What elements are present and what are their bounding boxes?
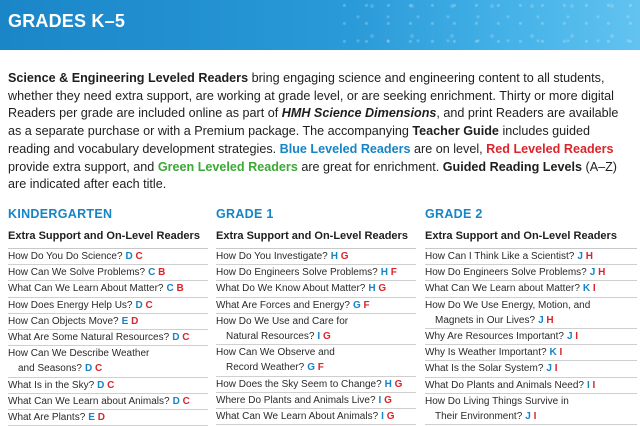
reader-title-text: How Can Objects Move? bbox=[8, 315, 119, 327]
guided-reading-levels bbox=[353, 300, 370, 311]
reader-title-line bbox=[8, 314, 208, 329]
extra-support-letter: C bbox=[182, 331, 190, 343]
extra-support-letter: I bbox=[559, 347, 563, 359]
column-grade-1 bbox=[216, 207, 416, 425]
reader-title-text: Where Do Plants and Animals Live? bbox=[216, 394, 376, 406]
on-level-letter: I bbox=[317, 330, 321, 342]
reader-title-item bbox=[8, 410, 208, 426]
extra-support-letter: I bbox=[575, 330, 579, 342]
reader-title-item bbox=[216, 265, 416, 281]
guided-reading-levels bbox=[166, 283, 183, 294]
reader-title-text: How Do You Investigate? bbox=[216, 251, 328, 262]
guided-reading-levels bbox=[368, 283, 386, 294]
guided-reading-levels bbox=[577, 251, 593, 262]
reader-title-line bbox=[8, 361, 208, 376]
reader-title-line bbox=[8, 265, 208, 280]
reader-title-item bbox=[425, 298, 637, 329]
reader-title-item bbox=[8, 330, 208, 346]
extra-support-letter: I bbox=[592, 283, 596, 295]
reader-title-text: What Are Plants? bbox=[8, 411, 86, 423]
intro-paragraph: Science & Engineering Leveled Readers bring engaging science and engineering content to all students, whether they need extra support, are working at grade level, or are seeking enrichment. Thirty or more digital Readers per grade are included online as part of HMH Science Dimensions, and print Readers are available as a separate purchase or with a Premium package. The accompanying Teacher Guide includes guided reading and vocabulary development strategies. Blue Leveled Readers are on level, Red Leveled Readers provide extra support, and Green Leveled Readers are great for enrichment. Guided Reading Levels (A–Z) are indicated after each title. bbox=[8, 71, 619, 192]
extra-support-letter: G bbox=[386, 410, 395, 422]
reader-title-text: What Is in the Sky? bbox=[8, 379, 95, 391]
reader-title-line bbox=[216, 393, 416, 408]
reader-title-text: How Can We Solve Problems? bbox=[8, 267, 146, 279]
on-level-letter: C bbox=[148, 267, 156, 279]
guided-reading-levels bbox=[583, 283, 596, 294]
blue-readers-label: Blue Leveled Readers bbox=[279, 141, 411, 156]
reader-title-line bbox=[425, 409, 637, 424]
reader-title-item bbox=[425, 265, 637, 281]
reader-title-text: What Are Forces and Energy? bbox=[216, 299, 350, 311]
reader-title-item bbox=[8, 394, 208, 410]
extra-support-letter: G bbox=[322, 330, 331, 342]
on-level-letter: I bbox=[381, 410, 384, 422]
reader-title-text: What Is the Solar System? bbox=[425, 363, 544, 375]
reader-title-text: What Can We Learn about Matter? bbox=[425, 283, 580, 295]
guided-reading-levels bbox=[173, 396, 190, 407]
reader-title-item bbox=[425, 361, 637, 377]
reader-title-line bbox=[8, 249, 208, 264]
extra-support-letter: C bbox=[94, 363, 103, 375]
extra-support-letter: B bbox=[176, 283, 184, 295]
column-heading: KINDERGARTEN bbox=[8, 207, 113, 221]
reader-title-item bbox=[216, 345, 416, 376]
reader-title-line bbox=[425, 329, 637, 344]
reader-title-line bbox=[425, 298, 637, 313]
extra-support-letter: G bbox=[394, 378, 403, 390]
reader-title-text: How Do We Use and Care for bbox=[216, 315, 349, 327]
reader-title-item bbox=[216, 393, 416, 409]
reader-title-line bbox=[8, 281, 208, 296]
reader-title-text: What Do We Know About Matter? bbox=[216, 283, 366, 295]
reader-title-line bbox=[425, 249, 637, 264]
reader-title-item bbox=[216, 298, 416, 314]
extra-support-letter: G bbox=[384, 394, 392, 406]
reader-title-line bbox=[216, 345, 416, 360]
column-heading: GRADE 2 bbox=[425, 207, 483, 221]
reader-title-text: How Can We Describe Weather bbox=[8, 348, 150, 360]
reader-title-item bbox=[425, 249, 637, 265]
extra-support-letter: C bbox=[182, 395, 190, 407]
reader-title-line bbox=[8, 394, 208, 409]
guided-reading-levels bbox=[148, 267, 165, 278]
extra-support-letter: C bbox=[107, 379, 115, 391]
reader-title-line bbox=[216, 329, 416, 344]
column-heading: GRADE 1 bbox=[216, 207, 274, 221]
guided-reading-levels bbox=[88, 412, 105, 423]
title-list bbox=[216, 249, 416, 425]
reader-title-text: How Can We Observe and bbox=[216, 347, 335, 359]
grades-banner bbox=[0, 0, 640, 50]
reader-title-text: How Does the Sky Seem to Change? bbox=[216, 378, 382, 390]
reader-title-text: Natural Resources? bbox=[226, 330, 315, 342]
extra-support-letter: H bbox=[585, 251, 593, 262]
reader-title-text: Why Is Weather Important? bbox=[425, 347, 547, 359]
reader-title-item bbox=[216, 409, 416, 425]
reader-title-line bbox=[216, 314, 416, 329]
reader-title-line bbox=[8, 410, 208, 425]
reader-title-item bbox=[8, 298, 208, 314]
on-level-letter: I bbox=[586, 379, 590, 391]
reader-title-text: How Do Engineers Solve Problems? bbox=[425, 267, 587, 279]
guided-reading-levels bbox=[381, 411, 394, 422]
on-level-letter: J bbox=[525, 410, 531, 422]
on-level-letter: J bbox=[538, 314, 544, 326]
on-level-letter: D bbox=[97, 379, 105, 391]
extra-support-letter: C bbox=[135, 251, 143, 262]
on-level-letter: H bbox=[384, 378, 392, 390]
on-level-letter: K bbox=[549, 347, 557, 359]
reader-title-text: How Do We Use Energy, Motion, and bbox=[425, 299, 591, 311]
column-kindergarten bbox=[8, 207, 208, 426]
guided-reading-levels bbox=[122, 316, 139, 327]
reader-title-item bbox=[425, 345, 637, 361]
extra-support-letter: I bbox=[533, 410, 537, 422]
on-level-letter: J bbox=[589, 267, 596, 279]
reader-title-line bbox=[216, 249, 416, 264]
guided-reading-levels bbox=[550, 347, 563, 358]
title-list bbox=[8, 249, 208, 426]
reader-title-text: Magnets in Our Lives? bbox=[435, 314, 536, 326]
on-level-letter: D bbox=[135, 299, 143, 311]
reader-title-line bbox=[216, 409, 416, 424]
on-level-letter: E bbox=[121, 315, 129, 327]
guided-reading-levels-label: Guided Reading Levels bbox=[442, 159, 583, 174]
reader-title-text: How Does Energy Help Us? bbox=[8, 299, 133, 311]
reader-title-text: What Are Some Natural Resources? bbox=[8, 331, 170, 343]
reader-title-item bbox=[8, 314, 208, 330]
column-grade-2 bbox=[425, 207, 637, 425]
guided-reading-levels bbox=[172, 332, 189, 343]
red-readers-label: Red Leveled Readers bbox=[486, 141, 614, 156]
on-level-letter: H bbox=[330, 251, 338, 262]
extra-support-letter: F bbox=[390, 267, 397, 279]
title-list bbox=[425, 249, 637, 425]
reader-title-text: What Do Plants and Animals Need? bbox=[425, 379, 584, 391]
reader-title-text: How Do Living Things Survive in bbox=[425, 395, 569, 407]
reader-title-text: What Can We Learn About Matter? bbox=[8, 283, 164, 295]
extra-support-letter: C bbox=[145, 299, 153, 311]
guided-reading-levels bbox=[567, 331, 578, 342]
reader-title-text: How Can I Think Like a Scientist? bbox=[425, 251, 575, 262]
on-level-letter: I bbox=[378, 394, 382, 406]
guided-reading-levels bbox=[307, 362, 324, 373]
on-level-letter: D bbox=[172, 331, 180, 343]
column-subheading: Extra Support and On-Level Readers bbox=[425, 230, 617, 242]
reader-title-item bbox=[425, 281, 637, 297]
guided-reading-levels bbox=[546, 363, 557, 374]
reader-title-line bbox=[8, 346, 208, 361]
reader-title-text: What Can We Learn About Animals? bbox=[216, 410, 379, 422]
on-level-letter: D bbox=[84, 363, 93, 375]
guided-reading-levels bbox=[590, 267, 606, 278]
reader-title-line bbox=[216, 281, 416, 296]
reader-title-text: Their Environment? bbox=[435, 410, 523, 422]
reader-title-text: How Do You Do Science? bbox=[8, 251, 123, 262]
guided-reading-levels bbox=[136, 300, 153, 311]
on-level-letter: G bbox=[307, 362, 315, 374]
guided-reading-levels bbox=[538, 315, 554, 326]
reader-title-line bbox=[425, 265, 637, 280]
reader-title-item bbox=[216, 377, 416, 393]
guided-reading-levels bbox=[381, 267, 397, 278]
extra-support-letter: I bbox=[592, 379, 596, 391]
column-subheading: Extra Support and On-Level Readers bbox=[216, 230, 408, 242]
guided-reading-levels bbox=[385, 379, 403, 390]
on-level-letter: G bbox=[352, 299, 361, 311]
on-level-letter: J bbox=[546, 363, 552, 375]
program-name: HMH Science Dimensions bbox=[281, 106, 437, 121]
on-level-letter: C bbox=[166, 283, 174, 295]
reader-title-line bbox=[216, 377, 416, 392]
extra-support-letter: G bbox=[378, 283, 387, 295]
on-level-letter: E bbox=[88, 411, 95, 423]
extra-support-letter: H bbox=[546, 314, 554, 326]
reader-title-item bbox=[425, 378, 637, 394]
extra-support-letter: G bbox=[340, 251, 349, 262]
reader-title-item bbox=[8, 378, 208, 394]
on-level-letter: D bbox=[172, 395, 180, 407]
extra-support-letter: B bbox=[158, 267, 166, 279]
reader-title-line bbox=[425, 313, 637, 328]
reader-title-text: and Seasons? bbox=[18, 363, 82, 375]
column-subheading: Extra Support and On-Level Readers bbox=[8, 230, 200, 242]
reader-title-item bbox=[216, 314, 416, 345]
reader-title-text: What Can We Learn about Animals? bbox=[8, 395, 170, 407]
reader-title-line bbox=[216, 265, 416, 280]
extra-support-letter: F bbox=[317, 362, 324, 374]
reader-title-item bbox=[8, 281, 208, 297]
reader-title-line bbox=[216, 360, 416, 375]
reader-title-item bbox=[425, 394, 637, 425]
on-level-letter: J bbox=[577, 251, 583, 262]
extra-support-letter: F bbox=[363, 299, 370, 311]
guided-reading-levels bbox=[317, 331, 330, 342]
on-level-letter: D bbox=[125, 251, 133, 262]
reader-title-line bbox=[425, 378, 637, 393]
reader-title-item bbox=[216, 281, 416, 297]
reader-title-line bbox=[8, 378, 208, 393]
extra-support-letter: H bbox=[598, 267, 606, 279]
guided-reading-levels bbox=[379, 395, 392, 406]
guided-reading-levels bbox=[85, 363, 102, 374]
extra-support-letter: I bbox=[554, 363, 558, 375]
reader-title-item bbox=[8, 346, 208, 377]
reader-title-line bbox=[216, 298, 416, 313]
extra-support-letter: D bbox=[97, 411, 105, 423]
reader-title-line bbox=[425, 361, 637, 376]
on-level-letter: H bbox=[368, 283, 376, 295]
guided-reading-levels bbox=[97, 380, 114, 391]
guided-reading-levels bbox=[587, 380, 595, 391]
reader-title-line bbox=[8, 330, 208, 345]
on-level-letter: J bbox=[566, 330, 573, 342]
reader-title-item bbox=[216, 249, 416, 265]
reader-title-item bbox=[8, 249, 208, 265]
green-readers-label: Green Leveled Readers bbox=[157, 159, 298, 174]
reader-title-item bbox=[8, 265, 208, 281]
guided-reading-levels bbox=[126, 251, 143, 262]
reader-title-line bbox=[425, 345, 637, 360]
guided-reading-levels bbox=[331, 251, 349, 262]
reader-title-line bbox=[425, 281, 637, 296]
banner-title: GRADES K–5 bbox=[8, 11, 126, 31]
intro-readers-name: Science & Engineering Leveled Readers bbox=[8, 71, 249, 85]
guided-reading-levels bbox=[525, 411, 536, 422]
teacher-guide-label: Teacher Guide bbox=[412, 124, 499, 139]
reader-title-line bbox=[425, 394, 637, 409]
reader-title-line bbox=[8, 298, 208, 313]
reader-title-item bbox=[425, 329, 637, 345]
reader-title-text: How Do Engineers Solve Problems? bbox=[216, 267, 378, 279]
reader-title-text: Why Are Resources Important? bbox=[425, 330, 564, 342]
on-level-letter: H bbox=[380, 267, 388, 279]
reader-title-text: Record Weather? bbox=[226, 362, 305, 374]
on-level-letter: K bbox=[582, 283, 591, 295]
extra-support-letter: D bbox=[131, 315, 139, 327]
